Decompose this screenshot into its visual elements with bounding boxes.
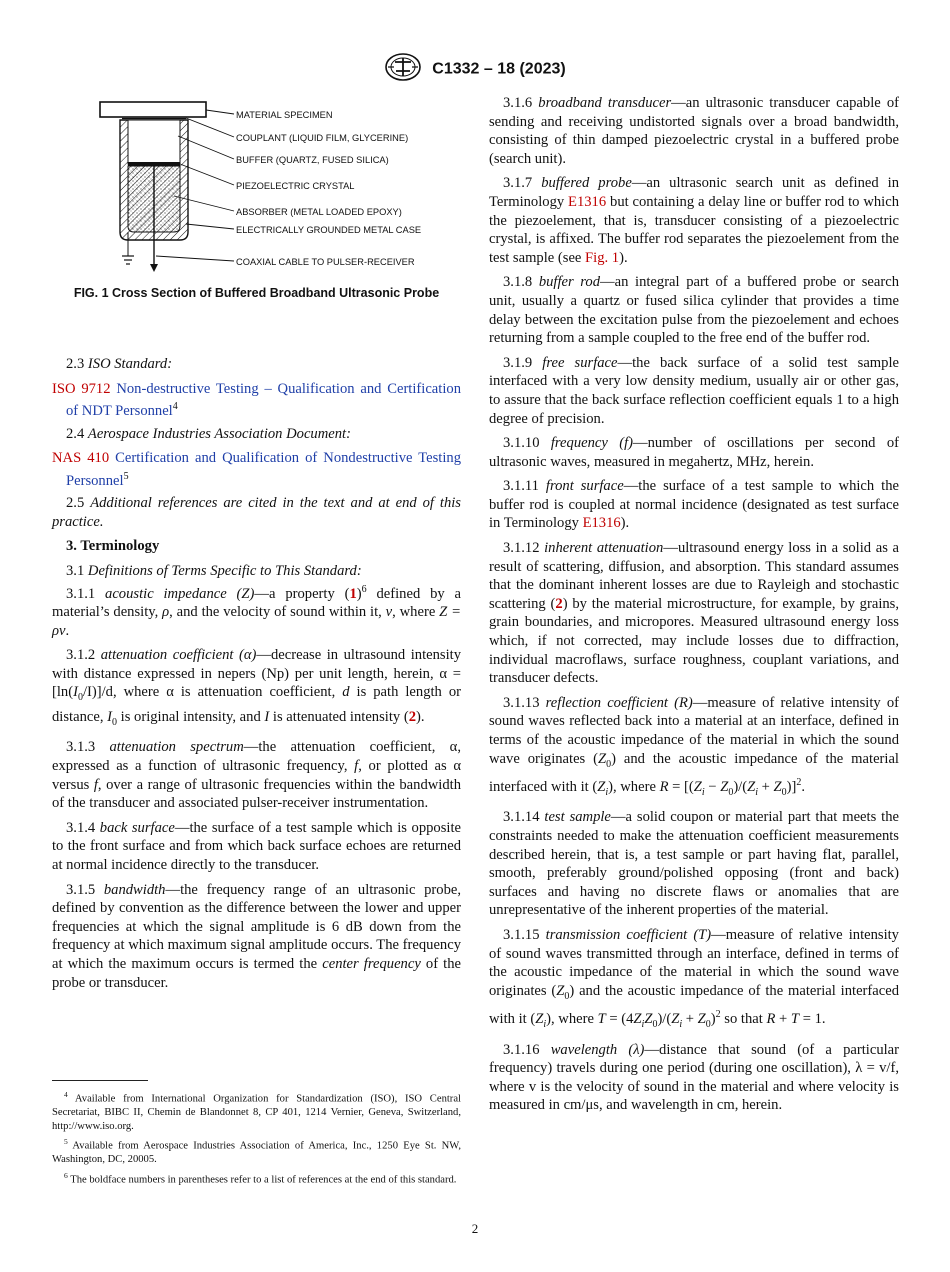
nas-410-reference[interactable]: NAS 410 Certification and Qualification of Nondestructive Testing Personnel$^5$: [52, 450, 461, 489]
label-metal-case: ELECTRICALLY GROUNDED METAL CASE: [236, 225, 422, 235]
term-3-1-16: 3.1.16 wavelength (λ)—distance that sound (of a particular frequency) travels during one period (during one oscillation), λ = v/f, where v is the velocity of sound in the material and where velocity is measured in cm/μs, and wavelength in cm, herein.: [489, 1041, 900, 1114]
term-3-1-11: 3.1.11 front surface—the surface of a test sample to which the buffer rod is coupled at normal incidence (designated as test surface in Terminology E1316).: [489, 478, 899, 532]
astm-logo-icon: [384, 52, 422, 87]
term-3-1-10: 3.1.10 frequency (f)—number of oscillations per second of ultrasonic waves, measured in megahertz, MHz, herein.: [489, 435, 899, 470]
section-2-3: 2.3 ISO Standard:: [66, 356, 173, 372]
section-2-5: 2.5 Additional references are cited in the text and at end of this practice.: [52, 495, 461, 530]
label-material-specimen: MATERIAL SPECIMEN: [236, 110, 333, 120]
term-3-1-12: 3.1.12 inherent attenuation—ultrasound energy loss in a solid as a result of scattering, diffusion, and absorption. This standard assumes that the dominant inherent losses are due to Rayleigh and stochastic scattering (2) by the material microstructure, for example, by grains, grain boundaries, and micropores. Measured ultrasound energy loss which, if not corrected, may include losses due to diffraction, individual macroflaws, surface roughness, couplant variations, and transducer defects.: [489, 540, 899, 687]
footnotes: [52, 1088, 461, 1189]
page-number: 2: [471, 1221, 479, 1236]
term-3-1-8: 3.1.8 buffer rod—an integral part of a buffered probe or search unit, usually a quartz or fused silica cylinder that provides a time delay between the excitation pulse from the piezoelement and echoes returning from a sample coupled to the free end of the buffer rod.: [489, 274, 900, 347]
term-3-1-1: 3.1.1 acoustic impedance (Z)—a property $(1)^6$ defined by a material’s density, ρ, and the velocity of sound within it, v, where Z = ρv.: [52, 583, 461, 639]
footnote-5: $^5$ Available from Aerospace Industries Association of America, Inc., 1250 Eye St. NW, Washington, DC, 20005.: [52, 1137, 461, 1166]
term-3-1-15: 3.1.15 transmission coefficient (T)—measure of relative intensity of sound waves transmitted through an interface, defined in terms of the acoustic impedance of the material in which the sound wave originates $(Z_0)$ and the acoustic impedance of the material interfaced with it $(Z_i)$, where $T = (4Z_iZ_0)/(Z_i + Z_0)^2$ so that R + T = 1.: [489, 927, 899, 1031]
ref-link-2[interactable]: 2: [408, 708, 416, 725]
e1316-link-2[interactable]: E1316: [582, 515, 621, 532]
section-3-1: 3.1 Definitions of Terms Specific to This Standard:: [66, 563, 362, 580]
footnote-4: $^4$ Available from International Organization for Standardization (ISO), ISO Central Secretariat, BIBC II, Chemin de Blandonnet 8, CP 401, 1214 Vernier, Geneva, Switzerland, http://www.iso.org.: [52, 1090, 461, 1132]
term-3-1-5: 3.1.5 bandwidth—the frequency range of an ultrasonic probe, defined by convention as the difference between the lower and upper frequencies at which the signal amplitude is 6 dB down from the frequency at which maximum signal amplitude occurs. The frequency at which the maximum occurs is termed the center frequency of the probe or transducer.: [52, 881, 461, 991]
label-buffer: BUFFER (QUARTZ, FUSED SILICA): [236, 155, 389, 165]
term-3-1-13: 3.1.13 reflection coefficient (R)—measure of relative intensity of sound waves reflected back into a material at an interface, defined in terms of the acoustic impedance of the material in which the sound wave originates $(Z_0)$ and the acoustic impedance of the material interfaced with it $(Z_i)$, where $R = [(Z_i - Z_0)/(Z_i + Z_0)]^2$.: [489, 694, 900, 798]
label-absorber: ABSORBER (METAL LOADED EPOXY): [236, 207, 402, 217]
term-3-1-3: 3.1.3 attenuation spectrum—the attenuation coefficient, α, expressed as a function of ultrasonic frequency, f, or plotted as α versus f, over a range of ultrasonic frequencies within the bandwidth of the transducer and associated pulser-receiver instrumentation.: [52, 739, 462, 812]
label-coaxial-cable: COAXIAL CABLE TO PULSER-RECEIVER: [236, 257, 415, 267]
left-column: [52, 355, 461, 998]
standard-code: C1332 – 18 (2023): [432, 60, 566, 78]
footnote-divider: [52, 1080, 148, 1081]
section-3-heading: 3. Terminology: [66, 538, 160, 555]
ref-link-2b[interactable]: 2: [555, 595, 563, 612]
term-3-1-2: 3.1.2 attenuation coefficient (α)—decrease in ultrasound intensity with distance expressed in nepers (Np) per unit length, herein, $\alpha = [\ln(I_0/I)]/d$, where α is attenuation coefficient, d is path length or distance, $I_0$ is original intensity, and I is attenuated intensity (2).: [52, 647, 461, 728]
ref-link-1[interactable]: 1: [349, 585, 357, 602]
figure-caption: FIG. 1 Cross Section of Buffered Broadband Ultrasonic Probe: [73, 286, 440, 300]
term-3-1-7: 3.1.7 buffered probe—an ultrasonic search unit as defined in Terminology E1316 but containing a delay line or buffer rod to which the piezoelement, that is, transducer consisting of a piezoelectric crystal, is affixed. The buffer rod separates the piezoelement from the test sample (see Fig. 1).: [489, 175, 900, 266]
term-3-1-9: 3.1.9 free surface—the back surface of a solid test sample interfaced with a very low density medium, usually air or other gas, to assure that the back surface reflection coefficient equals 1 to a high degree of precision.: [489, 354, 899, 427]
iso-9712-reference[interactable]: ISO 9712 Non-destructive Testing – Qualification and Certification of NDT Personnel$^4$: [52, 380, 461, 420]
label-couplant: COUPLANT (LIQUID FILM, GLYCERINE): [236, 133, 409, 143]
section-2-4: 2.4 Aerospace Industries Association Document:: [66, 425, 351, 442]
footnote-6: $^6$ The boldface numbers in parentheses refer to a list of references at the end of this standard.: [64, 1170, 457, 1186]
label-piezoelectric-crystal: PIEZOELECTRIC CRYSTAL: [236, 181, 355, 191]
term-3-1-6: 3.1.6 broadband transducer—an ultrasonic transducer capable of sending and receiving undistorted signals over a broad bandwidth, consisting of thin damped piezoelectric crystal in a buffered probe (search unit).: [489, 95, 899, 167]
fig-1-link[interactable]: Fig. 1: [585, 249, 620, 266]
term-3-1-4: 3.1.4 back surface—the surface of a test sample which is opposite to the front surface and from which back surface echoes are returned at normal incidence directly to the transducer.: [52, 819, 461, 874]
term-3-1-14: 3.1.14 test sample—a solid coupon or material part that meets the constraints needed to make the attenuation coefficient measurements described herein, that is, a test sample or part having flat, parallel, smooth, preferably ground/polished opposing (front and back) surfaces and having no discrete flaws or anomalies that are unrepresentative of the inherent properties of the material.: [489, 809, 899, 919]
e1316-link[interactable]: E1316: [568, 193, 607, 210]
right-column: [489, 94, 899, 1121]
probe-figure: [52, 96, 461, 286]
page-header: [0, 52, 950, 87]
